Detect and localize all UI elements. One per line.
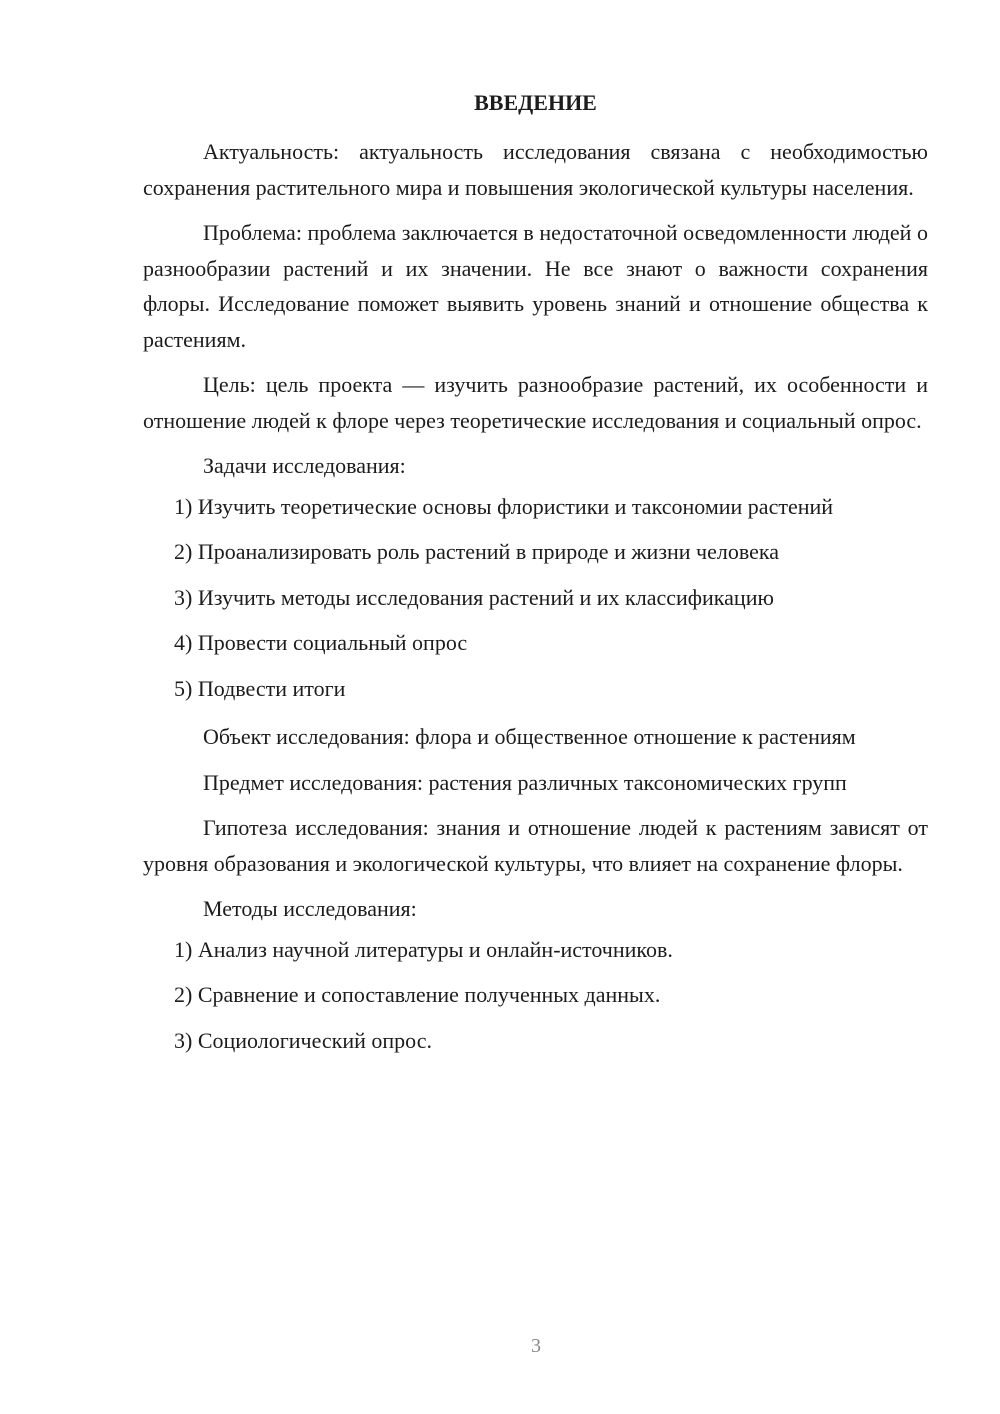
list-item: 3) Изучить методы исследования растений и их классификацию <box>174 584 774 610</box>
list-item: 2) Проанализировать роль растений в природе и жизни человека <box>174 539 780 564</box>
paragraph-subject: Предмет исследования: растения различных таксономических групп <box>203 769 847 795</box>
methods-heading: Методы исследования: <box>203 896 417 921</box>
paragraph-object: Объект исследования: флора и общественное отношение к растениям <box>203 724 856 749</box>
tasks-list <box>143 492 928 704</box>
list-item: 3) Социологический опрос. <box>174 1027 432 1053</box>
paragraph-problem: Проблема: проблема заключается в недостаточной осведомленности людей о разнообразии растений и их значении. Не все знают о важности сохранения флоры. Исследование поможет выявить уровень знаний и отношение общества к растениям. <box>143 220 928 352</box>
list-item: 5) Подвести итоги <box>174 675 346 701</box>
tasks-heading: Задачи исследования: <box>203 453 406 478</box>
paragraph-relevance: Актуальность: актуальность исследования связана с необходимостью сохранения растительного мира и повышения экологической культуры населения. <box>143 139 928 200</box>
section-title: ВВЕДЕНИЕ <box>474 90 597 115</box>
list-item: 4) Провести социальный опрос <box>174 630 468 655</box>
paragraph-hypothesis: Гипотеза исследования: знания и отношение людей к растениям зависят от уровня образования и экологической культуры, что влияет на сохранение флоры. <box>143 815 928 876</box>
list-item: 2) Сравнение и сопоставление полученных данных. <box>174 982 661 1007</box>
methods-list <box>143 935 928 1056</box>
paragraph-goal: Цель: цель проекта — изучить разнообразие растений, их особенности и отношение людей к флоре через теоретические исследования и социальный опрос. <box>143 372 928 433</box>
list-item: 1) Изучить теоретические основы флористики и таксономии растений <box>174 493 834 519</box>
page-number: 3 <box>531 1335 541 1357</box>
list-item: 1) Анализ научной литературы и онлайн-источников. <box>174 936 673 962</box>
document-page <box>143 88 928 1071</box>
